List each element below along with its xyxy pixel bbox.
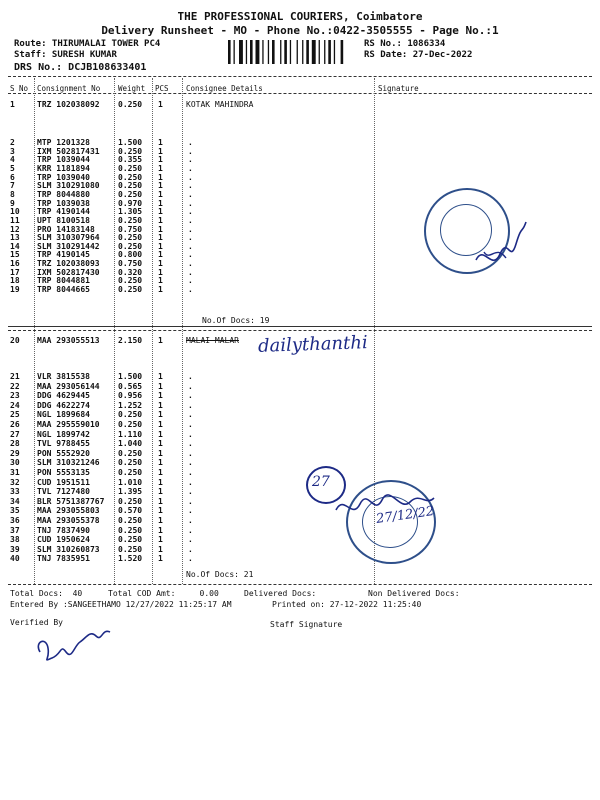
consignee-dot: . (188, 439, 193, 449)
col-header-pcs: PCS (155, 84, 169, 93)
consignee-dot: . (188, 544, 193, 554)
barcode-bar (324, 40, 325, 64)
row-pcs: 1 (158, 259, 163, 269)
row-consignment-no: UPT 8100518 (37, 215, 90, 225)
consignee-name: KOTAK MAHINDRA (186, 100, 254, 109)
consignee-name: MALAI MALAR (186, 336, 239, 345)
group-divider-dash (8, 330, 592, 331)
row-consignment-no: TVL 7127480 (37, 487, 90, 497)
row-pcs: 1 (158, 410, 163, 420)
consignee-dot: . (188, 496, 193, 506)
row-pcs: 1 (158, 516, 163, 525)
row-sno: 11 (10, 215, 20, 225)
row-sno: 38 (10, 535, 20, 545)
circle-number: 27 (312, 474, 330, 490)
row-weight: 0.250 (118, 181, 143, 191)
consignee-dot: . (188, 554, 193, 564)
docs-count: No.Of Docs: 21 (186, 570, 254, 579)
row-sno: 7 (10, 181, 15, 191)
row-sno: 28 (10, 439, 20, 449)
consignee-dot: . (188, 163, 193, 173)
row-weight: 0.800 (118, 250, 143, 260)
col-header-signature: Signature (378, 84, 419, 93)
row-pcs: 1 (158, 155, 163, 165)
row-consignment-no: VLR 3815538 (37, 372, 90, 381)
staff-signature-label: Staff Signature (270, 620, 343, 629)
row-consignment-no: SLM 310321246 (37, 458, 100, 468)
row-consignment-no: SLM 310307964 (37, 233, 100, 243)
row-consignment-no: SLM 310260873 (37, 544, 100, 554)
row-sno: 9 (10, 198, 15, 208)
row-consignment-no: TNJ 7835951 (37, 554, 90, 564)
row-sno: 31 (10, 468, 20, 477)
staff-label: Staff: SURESH KUMAR (14, 50, 117, 60)
consignee-dot: . (188, 535, 193, 545)
row-consignment-no: KRR 1181894 (37, 163, 90, 173)
verifier-signature (30, 622, 114, 668)
row-consignment-no: TRP 1039040 (37, 172, 90, 182)
handwritten-date: 27/12/22 (375, 504, 436, 527)
row-consignment-no: MAA 293055803 (37, 506, 100, 516)
col-header-weight: Weight (118, 84, 146, 93)
barcode-bar (256, 40, 260, 64)
row-weight: 0.250 (118, 241, 143, 251)
consignee-dot: . (188, 372, 193, 381)
consignee-dot: . (188, 448, 193, 458)
row-weight: 0.970 (118, 198, 143, 208)
row-sno: 35 (10, 506, 20, 516)
barcode-bar (262, 40, 263, 64)
row-sno: 10 (10, 207, 20, 217)
row-sno: 2 (10, 138, 15, 147)
row-consignment-no: MAA 293055378 (37, 516, 100, 525)
consignee-dot: . (188, 458, 193, 468)
barcode-bar (228, 40, 231, 64)
row-pcs: 1 (158, 267, 163, 277)
row-weight: 0.250 (118, 163, 143, 173)
row-sno: 21 (10, 372, 20, 381)
row-sno: 15 (10, 250, 20, 260)
barcode-bar (302, 40, 303, 64)
consignee-dot: . (188, 400, 193, 410)
row-weight: 0.250 (118, 516, 143, 525)
drs-number: DRS No.: DCJB108633401 (14, 62, 147, 73)
row-pcs: 1 (158, 215, 163, 225)
row-sno: 14 (10, 241, 20, 251)
row-weight: 0.250 (118, 172, 143, 182)
row-consignment-no: DDG 4622274 (37, 400, 90, 410)
row-pcs: 1 (158, 420, 163, 429)
row-sno: 4 (10, 155, 15, 165)
barcode-bar (272, 40, 275, 64)
row-weight: 1.500 (118, 138, 143, 147)
row-consignment-no: SLM 310291442 (37, 241, 100, 251)
row-consignment-no: TVL 9788455 (37, 439, 90, 449)
row-sno: 33 (10, 487, 20, 497)
consignee-dot: . (188, 477, 193, 487)
signature-scribble (470, 214, 530, 278)
col-sep (34, 78, 35, 584)
row-consignment-no: TRP 1039038 (37, 198, 90, 208)
row-pcs: 1 (158, 276, 163, 286)
row-sno: 13 (10, 233, 20, 243)
row-sno: 40 (10, 554, 20, 564)
barcode-bar (297, 40, 298, 64)
header-rule (8, 76, 592, 77)
row-sno: 27 (10, 429, 20, 439)
consignee-dot: . (188, 410, 193, 420)
consignee-dot: . (188, 267, 193, 277)
consignee-dot: . (188, 381, 193, 391)
barcode-bar (250, 40, 253, 64)
row-pcs: 1 (158, 181, 163, 191)
row-consignment-no: TRP 8044880 (37, 189, 90, 199)
row-pcs: 1 (158, 198, 163, 208)
row-sno: 12 (10, 224, 20, 234)
column-rule (8, 93, 592, 94)
row-weight: 0.250 (118, 189, 143, 199)
col-sep (114, 78, 115, 584)
row-weight: 0.250 (118, 535, 143, 545)
row-sno: 30 (10, 458, 20, 468)
col-sep (152, 78, 153, 584)
row-weight: 1.110 (118, 429, 143, 439)
row-pcs: 1 (158, 207, 163, 217)
row-pcs: 1 (158, 525, 163, 535)
row-consignment-no: IXM 502817430 (37, 267, 100, 277)
row-weight: 0.250 (118, 468, 143, 477)
docs-count: No.Of Docs: 19 (202, 316, 270, 325)
row-weight: 0.250 (118, 496, 143, 506)
consignee-dot: . (188, 391, 193, 401)
barcode-bar (280, 40, 281, 64)
row-consignment-no: TRZ 102038093 (37, 259, 100, 269)
row-pcs: 1 (158, 439, 163, 449)
barcode-bar (334, 40, 335, 64)
consignee-dot: . (188, 215, 193, 225)
row-consignment-no: IXM 502817431 (37, 146, 100, 156)
row-pcs: 1 (158, 189, 163, 199)
row-weight: 1.305 (118, 207, 143, 217)
entered-by: Entered By :SANGEETHAMO 12/27/2022 11:25:17 AM (10, 600, 232, 609)
row-pcs: 1 (158, 250, 163, 260)
row-consignment-no: PON 5553135 (37, 468, 90, 477)
consignee-dot: . (188, 146, 193, 156)
col-sep (182, 78, 183, 584)
row-sno: 20 (10, 336, 20, 345)
row-sno: 5 (10, 163, 15, 173)
row-weight: 1.040 (118, 439, 143, 449)
document-title: THE PROFESSIONAL COURIERS, Coimbatore (177, 10, 423, 23)
row-sno: 29 (10, 448, 20, 458)
row-weight: 0.956 (118, 391, 143, 401)
row-sno: 22 (10, 381, 20, 391)
delivered-docs: Delivered Docs: (244, 589, 317, 598)
row-sno: 32 (10, 477, 20, 487)
row-sno: 39 (10, 544, 20, 554)
row-sno: 19 (10, 285, 20, 295)
barcode-bar (290, 40, 291, 64)
row-sno: 18 (10, 276, 20, 286)
row-pcs: 1 (158, 400, 163, 410)
handwritten-note: dailythanthi (257, 332, 369, 357)
row-pcs: 1 (158, 372, 163, 381)
consignee-dot: . (188, 420, 193, 429)
barcode-bar (268, 40, 269, 64)
document-subtitle: Delivery Runsheet - MO - Phone No.:0422-3505555 - Page No.:1 (101, 24, 499, 37)
total-cod: Total COD Amt: 0.00 (108, 589, 219, 598)
consignee-dot: . (188, 233, 193, 243)
row-pcs: 1 (158, 458, 163, 468)
row-weight: 2.150 (118, 336, 143, 345)
consignee-dot: . (188, 241, 193, 251)
row-weight: 0.250 (118, 233, 143, 243)
row-pcs: 1 (158, 506, 163, 516)
row-pcs: 1 (158, 554, 163, 564)
row-consignment-no: MAA 293056144 (37, 381, 100, 391)
row-sno: 26 (10, 420, 20, 429)
row-consignment-no: TRP 8044881 (37, 276, 90, 286)
consignee-dot: . (188, 198, 193, 208)
consignee-dot: . (188, 189, 193, 199)
row-consignment-no: TRP 4190144 (37, 207, 90, 217)
row-consignment-no: PRO 14183148 (37, 224, 95, 234)
row-sno: 23 (10, 391, 20, 401)
consignee-dot: . (188, 250, 193, 260)
verified-by-label: Verified By (10, 618, 63, 627)
row-weight: 0.565 (118, 381, 143, 391)
route-label: Route: THIRUMALAI TOWER PC4 (14, 39, 161, 49)
printed-on: Printed on: 27-12-2022 11:25:40 (272, 600, 422, 609)
consignee-dot: . (188, 429, 193, 439)
row-weight: 0.320 (118, 267, 143, 277)
consignee-dot: . (188, 276, 193, 286)
row-sno: 8 (10, 189, 15, 199)
row-pcs: 1 (158, 146, 163, 156)
col-header-consignment: Consignment No (37, 84, 101, 93)
row-weight: 1.520 (118, 554, 143, 564)
row-sno: 1 (10, 100, 15, 109)
row-consignment-no: MAA 293055513 (37, 336, 100, 345)
row-pcs: 1 (158, 163, 163, 173)
row-pcs: 1 (158, 544, 163, 554)
col-header-sno: S No (10, 84, 29, 93)
row-weight: 0.250 (118, 448, 143, 458)
total-docs: Total Docs: 40 (10, 589, 83, 598)
row-weight: 0.250 (118, 458, 143, 468)
consignee-dot: . (188, 155, 193, 165)
table-bottom-rule (8, 584, 592, 585)
consignee-dot: . (188, 506, 193, 516)
row-pcs: 1 (158, 477, 163, 487)
row-consignment-no: MAA 295559010 (37, 420, 100, 429)
barcode-bar (328, 40, 331, 64)
row-sno: 6 (10, 172, 15, 182)
row-sno: 37 (10, 525, 20, 535)
barcode-bar (319, 40, 320, 64)
barcode-bar (312, 40, 316, 64)
row-sno: 34 (10, 496, 20, 506)
consignee-dot: . (188, 138, 193, 147)
barcode-bar (234, 40, 235, 64)
row-weight: 0.250 (118, 525, 143, 535)
consignee-dot: . (188, 487, 193, 497)
row-consignment-no: BLR 5751387767 (37, 496, 105, 506)
row-consignment-no: MTP 1201328 (37, 138, 90, 147)
row-consignment-no: TRP 8044665 (37, 285, 90, 295)
row-pcs: 1 (158, 496, 163, 506)
row-weight: 0.250 (118, 420, 143, 429)
row-consignment-no: TRP 4190145 (37, 250, 90, 260)
row-sno: 36 (10, 516, 20, 525)
row-pcs: 1 (158, 224, 163, 234)
non-delivered-docs: Non Delivered Docs: (368, 589, 460, 598)
barcode (228, 40, 356, 64)
row-weight: 0.250 (118, 544, 143, 554)
row-weight: 1.252 (118, 400, 143, 410)
row-consignment-no: NGL 1899742 (37, 429, 90, 439)
signature-scribble (330, 486, 440, 526)
row-consignment-no: SLM 310291080 (37, 181, 100, 191)
row-consignment-no: NGL 1899684 (37, 410, 90, 420)
row-weight: 0.250 (118, 146, 143, 156)
row-pcs: 1 (158, 487, 163, 497)
row-weight: 0.250 (118, 215, 143, 225)
row-weight: 1.395 (118, 487, 143, 497)
row-consignment-no: PON 5552920 (37, 448, 90, 458)
consignee-dot: . (188, 181, 193, 191)
col-header-consignee: Consignee Details (186, 84, 263, 93)
row-weight: 1.010 (118, 477, 143, 487)
row-consignment-no: TRP 1039044 (37, 155, 90, 165)
rs-date: RS Date: 27-Dec-2022 (364, 50, 473, 60)
consignee-dot: . (188, 259, 193, 269)
row-weight: 1.500 (118, 372, 143, 381)
group-divider (8, 326, 592, 327)
barcode-bar (341, 40, 344, 64)
row-consignment-no: TNJ 7837490 (37, 525, 90, 535)
consignee-dot: . (188, 516, 193, 525)
row-pcs: 1 (158, 100, 163, 109)
row-pcs: 1 (158, 535, 163, 545)
barcode-bar (284, 40, 287, 64)
row-pcs: 1 (158, 241, 163, 251)
barcode-bar (306, 40, 309, 64)
consignee-dot: . (188, 285, 193, 295)
row-weight: 0.570 (118, 506, 143, 516)
row-weight: 0.750 (118, 224, 143, 234)
row-pcs: 1 (158, 138, 163, 147)
barcode-bar (246, 40, 247, 64)
row-weight: 0.250 (118, 410, 143, 420)
row-pcs: 1 (158, 233, 163, 243)
row-consignment-no: DDG 4629445 (37, 391, 90, 401)
consignee-dot: . (188, 172, 193, 182)
row-pcs: 1 (158, 448, 163, 458)
row-consignment-no: CUD 1950624 (37, 535, 90, 545)
row-pcs: 1 (158, 172, 163, 182)
consignee-dot: . (188, 207, 193, 217)
row-pcs: 1 (158, 381, 163, 391)
row-weight: 0.750 (118, 259, 143, 269)
row-weight: 0.250 (118, 276, 143, 286)
row-weight: 0.250 (118, 100, 143, 109)
row-pcs: 1 (158, 468, 163, 477)
row-sno: 17 (10, 267, 20, 277)
row-consignment-no: CUD 1951511 (37, 477, 90, 487)
row-pcs: 1 (158, 336, 163, 345)
row-pcs: 1 (158, 391, 163, 401)
row-sno: 25 (10, 410, 20, 420)
barcode-bar (239, 40, 243, 64)
rs-number: RS No.: 1086334 (364, 39, 446, 49)
row-consignment-no: TRZ 102038092 (37, 100, 100, 109)
consignee-dot: . (188, 224, 193, 234)
consignee-dot: . (188, 525, 193, 535)
row-weight: 0.355 (118, 155, 143, 165)
row-sno: 24 (10, 400, 20, 410)
row-pcs: 1 (158, 285, 163, 295)
row-pcs: 1 (158, 429, 163, 439)
row-sno: 3 (10, 146, 15, 156)
consignee-dot: . (188, 468, 193, 477)
row-weight: 0.250 (118, 285, 143, 295)
row-sno: 16 (10, 259, 20, 269)
